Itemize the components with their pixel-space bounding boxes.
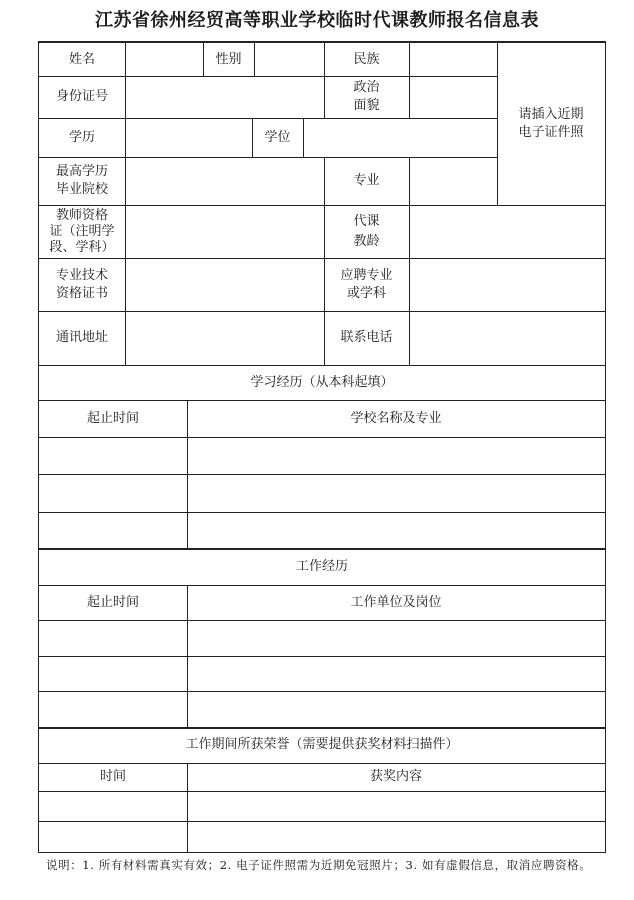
study-school-cell[interactable] bbox=[188, 474, 605, 512]
teacher-cert-label: 教师资格 证（注明学 段、学科） bbox=[49, 207, 115, 255]
political-status-label: 政治 面貌 bbox=[353, 80, 380, 113]
professional-cert-field[interactable] bbox=[126, 258, 324, 311]
study-period-cell[interactable] bbox=[39, 437, 187, 474]
professional-cert-label: 专业技术 资格证书 bbox=[55, 267, 108, 301]
study-period-header: 起止时间 bbox=[86, 410, 139, 426]
study-period-cell[interactable] bbox=[39, 474, 187, 512]
study-school-cell[interactable] bbox=[188, 437, 605, 474]
name-field[interactable] bbox=[126, 43, 203, 76]
gender-label: 性别 bbox=[215, 51, 242, 67]
teacher-cert-field[interactable] bbox=[126, 205, 324, 258]
major-label: 专业 bbox=[353, 173, 380, 188]
work-unit-header: 工作单位及岗位 bbox=[350, 594, 442, 610]
work-period-header: 起止时间 bbox=[86, 594, 139, 610]
work-history-heading: 工作经历 bbox=[295, 558, 348, 574]
graduate-school-field[interactable] bbox=[126, 157, 324, 205]
work-unit-cell[interactable] bbox=[188, 620, 605, 656]
teaching-years-field[interactable] bbox=[410, 205, 605, 258]
work-period-cell[interactable] bbox=[39, 620, 187, 656]
degree-label: 学位 bbox=[264, 129, 291, 145]
applied-subject-field[interactable] bbox=[410, 258, 605, 311]
teaching-years-label: 代课 教龄 bbox=[353, 213, 380, 249]
photo-placeholder[interactable]: 请插入近期 电子证件照 bbox=[518, 107, 584, 140]
honors-content-cell[interactable] bbox=[188, 821, 605, 852]
graduate-school-label: 最高学历 毕业院校 bbox=[55, 164, 108, 197]
study-history-heading: 学习经历（从本科起填） bbox=[250, 374, 394, 390]
instructions-note: 说明：1. 所有材料需真实有效；2. 电子证件照需为近期免冠照片；3. 如有虚假信息，取消应聘资格。 bbox=[46, 858, 592, 872]
work-period-cell[interactable] bbox=[39, 656, 187, 691]
form-title: 江苏省徐州经贸高等职业学校临时代课教师报名信息表 bbox=[95, 10, 539, 31]
degree-field[interactable] bbox=[304, 118, 497, 157]
education-field[interactable] bbox=[126, 118, 252, 157]
honors-time-cell[interactable] bbox=[39, 791, 187, 821]
honors-content-cell[interactable] bbox=[188, 791, 605, 821]
phone-label: 联系电话 bbox=[340, 330, 393, 345]
honors-heading: 工作期间所获荣誉（需要提供获奖材料扫描件） bbox=[185, 737, 459, 752]
ethnicity-label: 民族 bbox=[353, 51, 380, 67]
id-number-label: 身份证号 bbox=[55, 89, 108, 104]
work-unit-cell[interactable] bbox=[188, 656, 605, 691]
gender-field[interactable] bbox=[255, 43, 324, 76]
major-field[interactable] bbox=[410, 157, 497, 205]
address-field[interactable] bbox=[126, 311, 324, 365]
study-period-cell[interactable] bbox=[39, 512, 187, 548]
name-label: 姓名 bbox=[68, 51, 95, 67]
study-school-header: 学校名称及专业 bbox=[350, 410, 442, 426]
honors-time-header: 时间 bbox=[99, 769, 126, 784]
address-label: 通讯地址 bbox=[55, 330, 108, 345]
political-status-field[interactable] bbox=[410, 76, 497, 118]
ethnicity-field[interactable] bbox=[410, 43, 497, 76]
education-label: 学历 bbox=[68, 129, 95, 145]
applied-subject-label: 应聘专业 或学科 bbox=[340, 267, 393, 301]
work-period-cell[interactable] bbox=[39, 691, 187, 727]
honors-content-header: 获奖内容 bbox=[369, 769, 422, 784]
study-school-cell[interactable] bbox=[188, 512, 605, 548]
id-number-field[interactable] bbox=[126, 76, 324, 118]
phone-field[interactable] bbox=[410, 311, 605, 365]
honors-time-cell[interactable] bbox=[39, 821, 187, 852]
registration-form-table bbox=[38, 41, 606, 853]
work-unit-cell[interactable] bbox=[188, 691, 605, 727]
